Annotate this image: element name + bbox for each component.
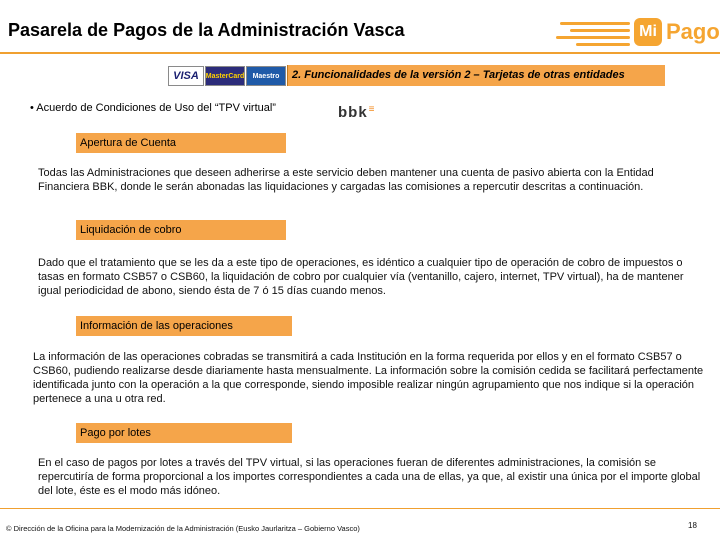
section-body-pago-lotes: En el caso de pagos por lotes a través del TPV virtual, si las operaciones fueran de diferentes administraciones, la comisión se repercutiría de forma proporcional a los importes correspondientes a cada una de ellas, ya que, al existir una única por el importe global del lote, éste es el modo más idóneo.	[38, 457, 701, 497]
maestro-card-icon: Maestro	[246, 66, 286, 86]
footer-divider	[0, 508, 720, 509]
page-title: Pasarela de Pagos de la Administración Vasca	[8, 20, 405, 40]
footer-copyright: © Dirección de la Oficina para la Modernización de la Administración (Eusko Jaurlaritza – Gobierno Vasco)	[6, 524, 360, 533]
logo-word: Pago	[666, 19, 720, 44]
title-divider	[0, 52, 720, 54]
section-heading-liquidacion: Liquidación de cobro	[76, 220, 286, 240]
logo-tag: Mi	[634, 18, 662, 46]
section-heading-pago-lotes: Pago por lotes	[76, 423, 292, 443]
section-title-banner: 2. Funcionalidades de la versión 2 – Tarjetas de otras entidades	[287, 65, 665, 86]
mastercard-card-icon: MasterCard	[205, 66, 245, 86]
section-body-liquidacion: Dado que el tratamiento que se les da a este tipo de operaciones, es idéntico a cualquier tipo de operación de cobro de impuestos o tasas en formato CSB57 o CSB60, la liquidación de cobro por cualquier vía (ventanillo, cajero, internet, TPV virtual), ha de mantener igual periodicidad de abono, siendo ésta de 7 ó 15 días cuando menos.	[38, 257, 684, 297]
card-logos	[168, 66, 286, 86]
visa-card-icon: VISA	[168, 66, 204, 86]
section-heading-apertura: Apertura de Cuenta	[76, 133, 286, 153]
section-heading-informacion: Información de las operaciones	[76, 316, 292, 336]
agreement-bullet: • Acuerdo de Condiciones de Uso del “TPV virtual”	[30, 102, 276, 114]
bbk-logo: bbk≡	[338, 104, 376, 121]
section-body-informacion: La información de las operaciones cobradas se transmitirá a cada Institución en la forma requerida por ellos y en el formato CSB57 o CSB60, pudiendo realizarse desde diariamente hasta mensualmente. La información sobre la comisión cedida se facilitará perfectamente identificada junto con la operación a la que corresponde, siendo imposible realizar ningún agrupamiento que nos indique si la operación pertenece a una u otra red.	[33, 351, 704, 405]
bbk-logo-text: bbk	[338, 104, 368, 121]
page-number: 18	[688, 521, 697, 530]
mipago-logo	[556, 14, 720, 52]
section-body-apertura: Todas las Administraciones que deseen adherirse a este servicio deben mantener una cuenta de pasivo abierta con la Entidad Financiera BBK, donde le serán abonadas las liquidaciones y cargadas las comisiones a repercutir descritas a continuación.	[38, 167, 654, 193]
